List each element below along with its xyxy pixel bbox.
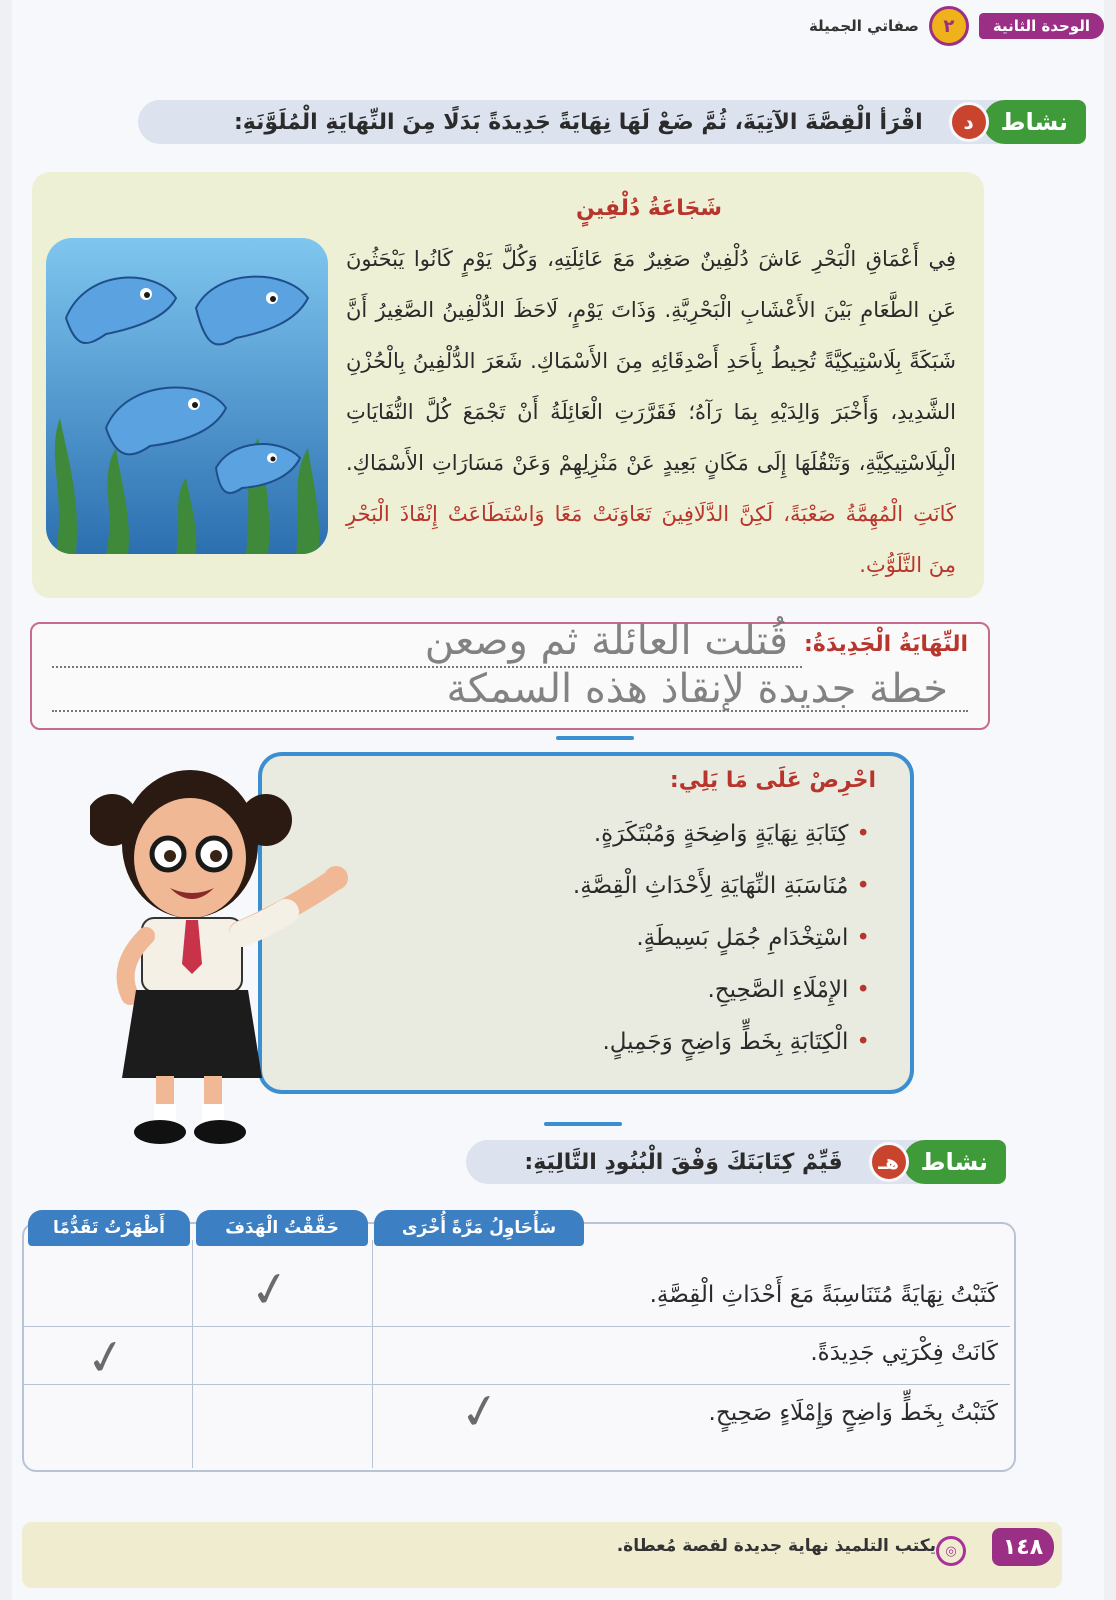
- rubric-col-achieved: حَقَّقْتُ الْهَدَفَ: [196, 1210, 368, 1246]
- activity-h-tag: نشاط: [903, 1140, 1006, 1184]
- rubric-row-1: كَتَبْتُ نِهَايَةً مُتَنَاسِبَةً مَعَ أَحْدَاثِ الْقِصَّةِ.: [649, 1282, 998, 1308]
- page-number: ١٤٨: [992, 1528, 1054, 1566]
- story-body: فِي أَعْمَاقِ الْبَحْرِ عَاشَ دُلْفِينٌ صَغِيرٌ مَعَ عَائِلَتِهِ، وَكُلَّ يَوْمٍ كَانُوا يَبْحَثُونَ عَنِ الطَّعَامِ بَيْنَ الأَعْشَابِ الْبَحْرِيَّةِ. وَذَاتَ يَوْمٍ، لَاحَظَ الدُّلْفِينُ الصَّغِيرُ أَنَّ شَبَكَةً بِلَاسْتِيكِيَّةً تُحِيطُ بِأَحَدِ أَصْدِقَائِهِ مِنَ الأَسْمَاكِ. شَعَرَ الدُّلْفِينُ بِالْحُزْنِ الشَّدِيدِ، وَأَخْبَرَ وَالِدَيْهِ بِمَا رَآهُ؛ فَقَرَّرَتِ الْعَائِلَةُ أَنْ تَجْمَعَ كُلَّ النُّفَايَاتِ الْبِلَاسْتِيكِيَّةِ، وَتَنْقُلَهَا إِلَى مَكَانٍ بَعِيدٍ عَنْ مَنْزِلِهِمْ وَعَنْ مَسَارَاتِ الأَسْمَاكِ.: [346, 247, 956, 475]
- girl-pointing-illustration: [90, 760, 360, 1160]
- story-colored-ending: كَانَتِ الْمُهِمَّةُ صَعْبَةً، لَكِنَّ الدَّلَافِينَ تَعَاوَنَتْ مَعًا وَاسْتَطَاعَتْ إِنْقَاذَ الْبَحْرِ مِنَ التَّلَوُّثِ.: [346, 502, 956, 577]
- rubric-divider: [24, 1326, 1010, 1327]
- rubric-divider: [192, 1240, 193, 1468]
- story-text: [346, 234, 956, 591]
- activity-h-bar: [466, 1140, 1006, 1184]
- tip-item: • مُنَاسَبَةِ النِّهَايَةِ لِأَحْدَاثِ الْقِصَّةِ.: [573, 860, 870, 912]
- footer-note: يكتب التلميذ نهاية جديدة لقصة مُعطاة.: [616, 1536, 936, 1556]
- activity-d-letter: د: [949, 102, 989, 142]
- story-title: شَجَاعَةُ دُلْفِينٍ: [576, 196, 722, 221]
- activity-d-tag: نشاط: [983, 100, 1086, 144]
- separator: [556, 736, 634, 740]
- unit-title: صفاتي الجميلة: [808, 17, 919, 35]
- unit-emblem-icon: ٢: [929, 6, 969, 46]
- tip-item: • الإِمْلَاءِ الصَّحِيحِ.: [573, 964, 870, 1016]
- tips-title: احْرِصْ عَلَى مَا يَلِي:: [669, 768, 876, 793]
- separator: [544, 1122, 622, 1126]
- activity-h-instruction: قَيِّمْ كِتَابَتَكَ وَفْقَ الْبُنُودِ التَّالِيَةِ:: [524, 1149, 843, 1175]
- rubric-row-3: كَتَبْتُ بِخَطٍّ وَاضِحٍ وَإِمْلَاءٍ صَحِيحٍ.: [708, 1400, 998, 1426]
- rubric-divider: [24, 1384, 1010, 1385]
- new-ending-box[interactable]: [30, 618, 990, 730]
- unit-label: الوحدة الثانية: [979, 13, 1104, 39]
- handwritten-answer-line-1: قُتلت العائلة ثم وصعن: [424, 618, 788, 664]
- check-mark-icon: ✓: [245, 1258, 295, 1322]
- new-ending-label: النِّهَايَةُ الْجَدِيدَةُ:: [804, 632, 968, 657]
- handwritten-answer-line-2: خطة جديدة لإنقاذ هذه السمكة: [446, 666, 948, 712]
- activity-d-bar: [138, 100, 1086, 144]
- rubric-row-2: كَانَتْ فِكْرَتِي جَدِيدَةً.: [810, 1340, 998, 1366]
- check-mark-icon: ✓: [455, 1380, 505, 1444]
- dolphins-illustration: [46, 238, 328, 554]
- tip-item: • كِتَابَةِ نِهَايَةٍ وَاضِحَةٍ وَمُبْتَكَرَةٍ.: [573, 808, 870, 860]
- footer-bar: [22, 1522, 1062, 1588]
- rubric-col-try-again: سَأُحَاوِلُ مَرَّةً أُخْرَى: [374, 1210, 584, 1246]
- tips-list: [573, 808, 870, 1068]
- rubric-divider: [372, 1240, 373, 1468]
- activity-d-instruction: اقْرَأ الْقِصَّةَ الآتِيَةَ، ثُمَّ ضَعْ لَهَا نِهَايَةً جَدِيدَةً بَدَلًا مِنَ النِّهَايَةِ الْمُلَوَّنَةِ:: [234, 109, 923, 135]
- tip-item: • الْكِتَابَةِ بِخَطٍّ وَاضِحٍ وَجَمِيلٍ.: [573, 1016, 870, 1068]
- check-mark-icon: ✓: [81, 1326, 131, 1390]
- story-box: [32, 172, 984, 598]
- objective-target-icon: ◎: [936, 1536, 966, 1566]
- rubric-col-progress: أَظْهَرْتُ تَقَدُّمًا: [28, 1210, 190, 1246]
- tip-item: • اسْتِخْدَامِ جُمَلٍ بَسِيطَةٍ.: [573, 912, 870, 964]
- activity-h-letter: هـ: [869, 1142, 909, 1182]
- unit-header: [754, 8, 1104, 44]
